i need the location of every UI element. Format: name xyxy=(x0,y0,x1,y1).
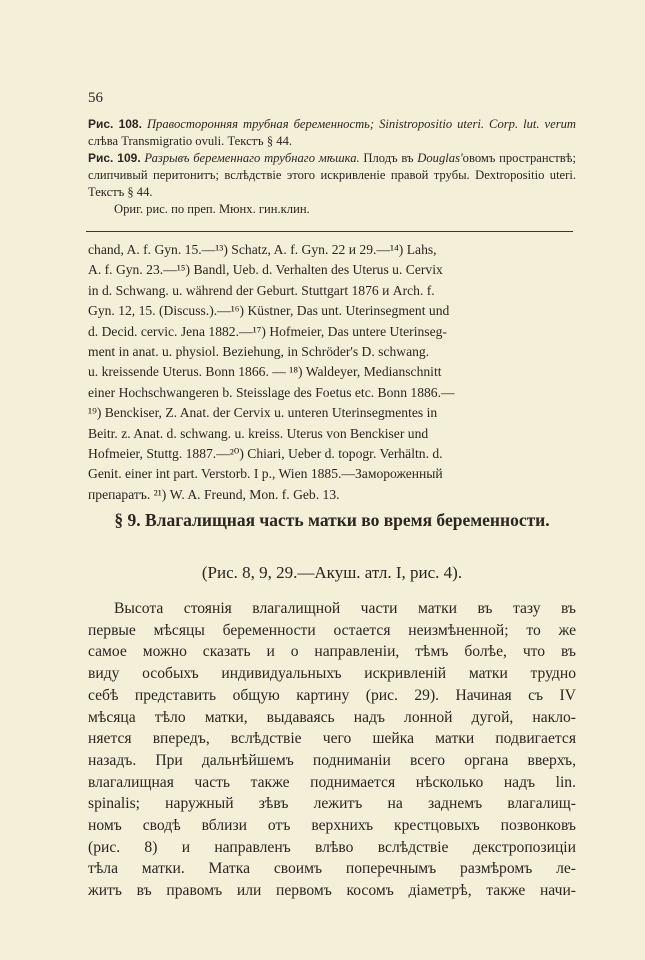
section-heading: § 9. Влагалищная часть матки во время беременности. xyxy=(114,510,550,530)
caption-latin: Sinistropositio uteri. Corp. lut. verum xyxy=(379,117,577,131)
footnote-line: Hofmeier, Stuttg. 1887.—²⁰) Chiari, Ueber d. topogr. Verhältn. d. xyxy=(88,446,443,462)
footnote-line: A. f. Gyn. 23.—¹⁵) Bandl, Ueb. d. Verhalten des Uterus u. Cervix xyxy=(88,262,443,278)
footnote-line: u. kreissende Uterus. Bonn 1866. — ¹⁸) Waldeyer, Medianschnitt xyxy=(88,364,442,380)
body-line: первые мѣсяцы беременности остается неизмѣненной; то же xyxy=(88,621,576,639)
footnote-line: d. Decid. cervic. Jena 1882.—¹⁷) Hofmeier, Das untere Uterinseg- xyxy=(88,323,447,339)
body-line: виду особыхъ индивидуальныхъ искривленій матки трудно xyxy=(88,665,576,683)
section-figure-reference: (Рис. 8, 9, 29.—Акуш. атл. I, рис. 4). xyxy=(201,563,463,582)
body-line: житъ въ правомъ или первомъ косомъ діаметрѣ, также начи- xyxy=(88,882,576,900)
caption-text: овомъ пространствѣ; слипчивый перитонитъ; вслѣдствіе этого искривленіе правой трубы. Dextropositio uteri. Текстъ § 44. xyxy=(88,151,576,199)
footnote-line: ment in anat. u. physiol. Beziehung, in Schröder's D. schwang. xyxy=(88,344,430,360)
body-line: Высота стоянія влагалищной части матки въ тазу въ xyxy=(114,600,576,617)
body-line: мѣсяца тѣло матки, выдаваясь надъ лонной дугой, накло- xyxy=(88,708,576,726)
caption-title: Правосторонняя трубная беременность; xyxy=(146,117,375,131)
body-line: назадъ. При дальнѣйшемъ подниманіи всего органа вверхъ, xyxy=(88,751,576,769)
footnote-line: in d. Schwang. u. während der Geburt. Stuttgart 1876 и Arch. f. xyxy=(88,282,435,298)
caption-text: слѣва Transmigratio ovuli. Текстъ § 44. xyxy=(88,134,293,148)
body-line: няется впередъ, вслѣдствіе чего шейка матки подвигается xyxy=(88,730,576,748)
body-line: spinalis; наружный зѣвъ лежитъ на заднемъ влагалищ- xyxy=(88,795,576,813)
caption-title: Разрывъ беременнаго трубнаго мѣшка. xyxy=(144,151,360,165)
footnotes xyxy=(88,240,576,505)
body-line: (рис. 8) и направленъ влѣво вслѣдствіе декстропозиціи xyxy=(88,838,576,856)
caption-label: Рис. 109. xyxy=(88,151,141,165)
page-number: 56 xyxy=(88,90,103,106)
caption-text: Плодъ въ xyxy=(363,151,414,165)
figure-caption-108 xyxy=(88,116,576,150)
footnote-line: Genit. einer int part. Verstorb. I p., Wien 1885.—Замороженный xyxy=(88,466,443,482)
body-line: номъ сводѣ вблизи отъ верхнихъ крестцовыхъ позвонковъ xyxy=(88,817,576,835)
footnote-line: ¹⁹) Benckiser, Z. Anat. der Cervix u. unteren Uterinsegmentes in xyxy=(88,405,438,421)
caption-label: Рис. 108. xyxy=(88,117,142,131)
body-line: самое можно сказать и о направленіи, тѣмъ болѣе, что въ xyxy=(88,643,576,661)
caption-douglas: Douglas' xyxy=(417,151,463,165)
caption-source: Ориг. рис. по преп. Мюнх. гин.клин. xyxy=(114,202,310,216)
body-line: себѣ представить общую картину (рис. 29). Начиная съ IV xyxy=(88,686,576,704)
figure-caption-109 xyxy=(88,150,576,218)
footnote-line: einer Hochschwangeren b. Steisslage des Foetus etc. Bonn 1886.— xyxy=(88,384,455,400)
divider xyxy=(86,231,573,232)
footnote-line: Beitr. z. Anat. d. schwang. u. kreiss. Uterus von Benckiser und xyxy=(88,425,429,441)
footnote-line: chand, A. f. Gyn. 15.—¹³) Schatz, A. f. Gyn. 22 и 29.—¹⁴) Lahs, xyxy=(88,242,437,257)
body-line: тѣла матки. Матка своимъ поперечнымъ размѣромъ ле- xyxy=(88,860,576,878)
body-line: влагалищная часть также поднимается нѣсколько надъ lin. xyxy=(88,773,576,791)
footnote-line: Gyn. 12, 15. (Discuss.).—¹⁶) Küstner, Das unt. Uterinsegment und xyxy=(88,303,450,319)
footnote-line: препаратъ. ²¹) W. A. Freund, Mon. f. Geb. 13. xyxy=(88,486,340,502)
body-text xyxy=(88,598,576,902)
